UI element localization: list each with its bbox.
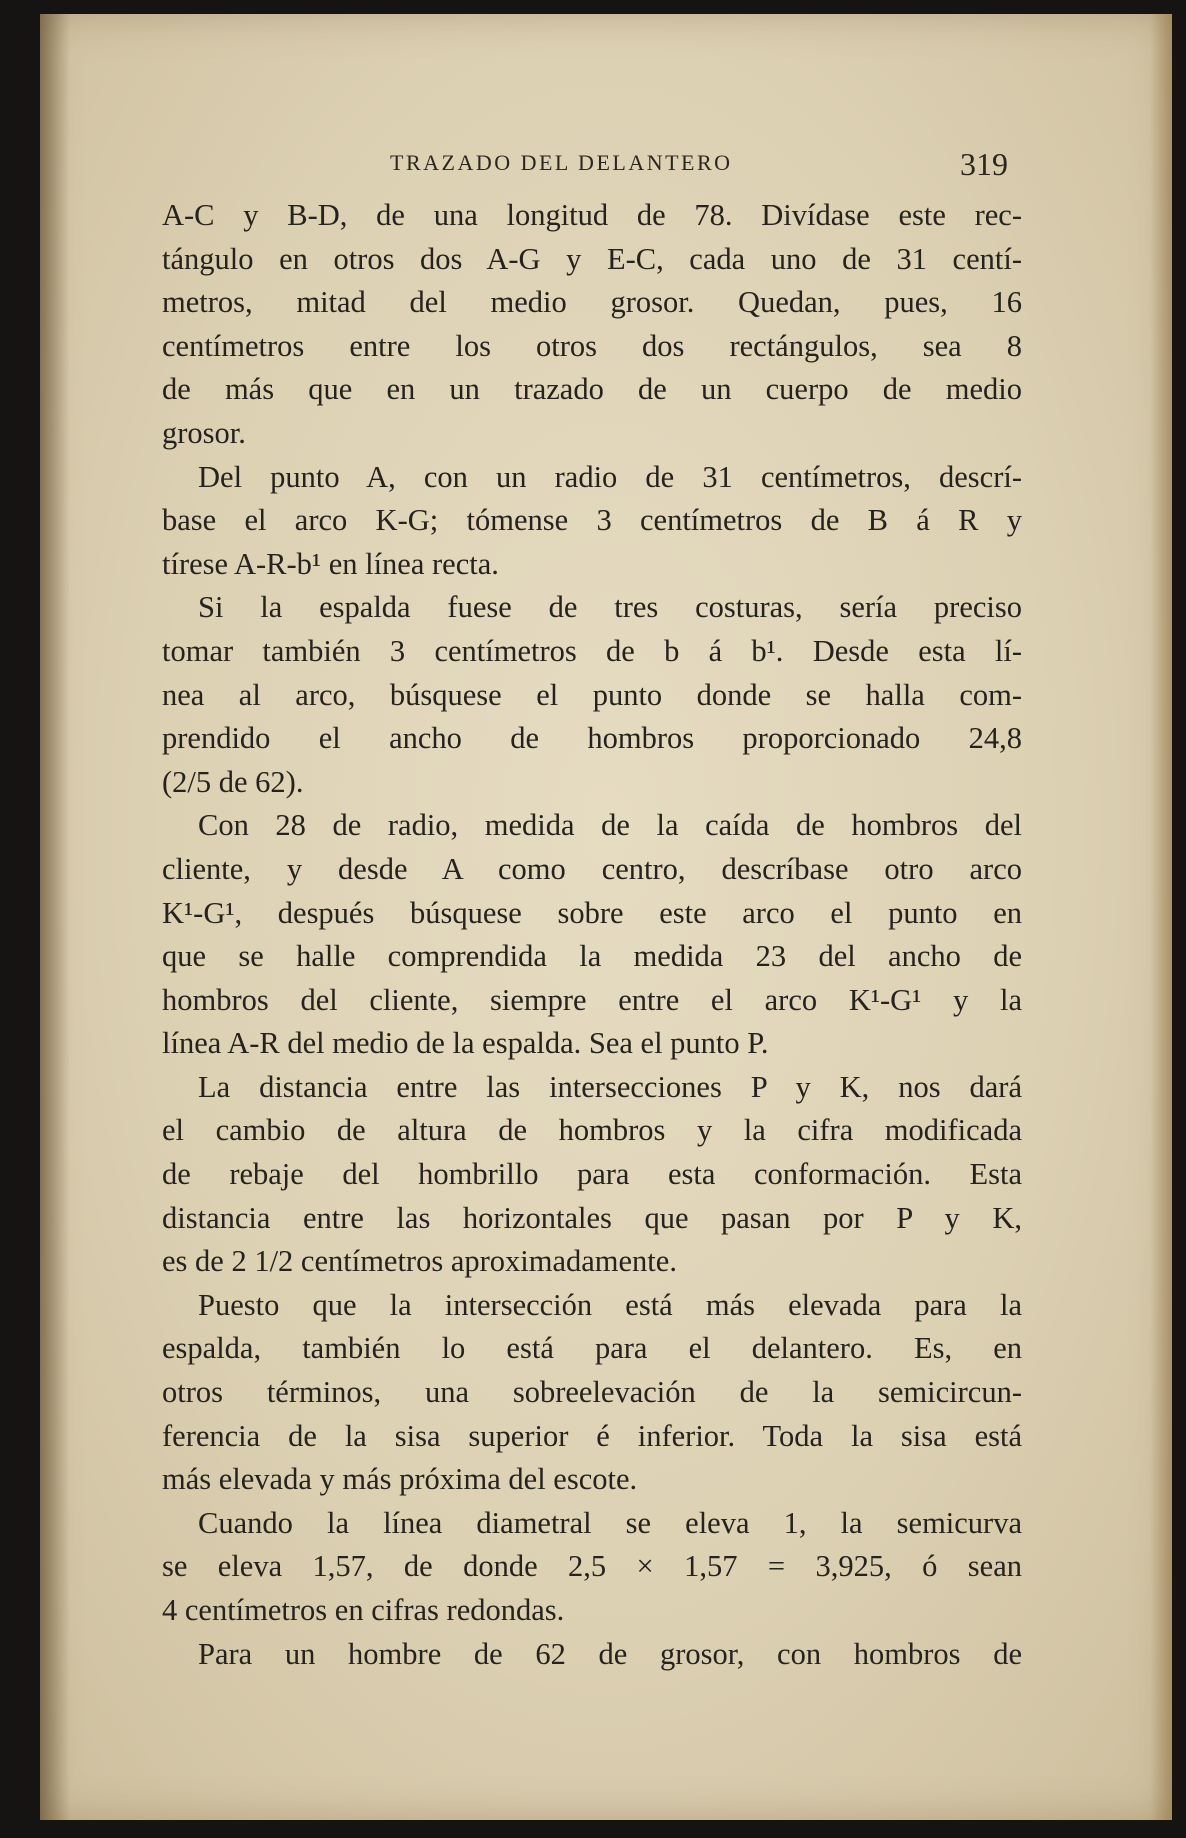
text-line: nea al arco, búsquese el punto donde se halla com- bbox=[162, 677, 1022, 712]
text-line: La distancia entre las intersecciones P y K, nos dará bbox=[198, 1069, 1022, 1104]
text-line: el cambio de altura de hombros y la cifra modificada bbox=[162, 1113, 1022, 1148]
text-line: base el arco K-G; tómense 3 centímetros de B á R y bbox=[162, 503, 1022, 538]
text-line: metros, mitad del medio grosor. Quedan, pues, 16 bbox=[162, 285, 1022, 320]
body-text bbox=[162, 194, 1022, 1676]
text-line: de más que en un trazado de un cuerpo de medio bbox=[162, 372, 1022, 407]
text-line: hombros del cliente, siempre entre el arco K¹-G¹ y la bbox=[162, 982, 1022, 1017]
text-line: (2/5 de 62). bbox=[162, 764, 304, 799]
text-line: Si la espalda fuese de tres costuras, sería preciso bbox=[198, 590, 1022, 625]
text-line: tomar también 3 centímetros de b á b¹. Desde esta lí- bbox=[162, 633, 1022, 668]
text-line: centímetros entre los otros dos rectángulos, sea 8 bbox=[162, 328, 1022, 363]
paragraph bbox=[162, 804, 1022, 1066]
text-line: se eleva 1,57, de donde 2,5 × 1,57 = 3,925, ó sean bbox=[162, 1549, 1022, 1584]
text-line: de rebaje del hombrillo para esta conformación. Esta bbox=[162, 1157, 1022, 1192]
text-line: Del punto A, con un radio de 31 centímetros, descrí- bbox=[198, 459, 1022, 494]
page-edge bbox=[1150, 14, 1172, 1820]
text-line: otros términos, una sobreelevación de la semicircun- bbox=[162, 1375, 1022, 1410]
page-number: 319 bbox=[960, 146, 1008, 182]
text-line: más elevada y más próxima del escote. bbox=[162, 1462, 638, 1497]
text-line: tírese A-R-b¹ en línea recta. bbox=[162, 546, 499, 581]
text-line: 4 centímetros en cifras redondas. bbox=[162, 1593, 565, 1627]
text-line: cliente, y desde A como centro, descríbase otro arco bbox=[162, 851, 1022, 886]
running-header bbox=[390, 146, 1030, 182]
text-line: que se halle comprendida la medida 23 del ancho de bbox=[162, 939, 1022, 974]
text-line: ferencia de la sisa superior é inferior. Toda la sisa está bbox=[162, 1418, 1022, 1453]
text-line: distancia entre las horizontales que pasan por P y K, bbox=[162, 1200, 1022, 1235]
text-line: A-C y B-D, de una longitud de 78. Divídase este rec- bbox=[162, 198, 1022, 232]
paragraph bbox=[162, 1633, 1022, 1677]
text-line: tángulo en otros dos A-G y E-C, cada uno de 31 centí- bbox=[162, 241, 1022, 276]
paragraph bbox=[162, 1284, 1022, 1502]
text-line: Con 28 de radio, medida de la caída de hombros del bbox=[198, 808, 1022, 843]
text-line: Para un hombre de 62 de grosor, con hombros de bbox=[198, 1636, 1022, 1671]
paragraph bbox=[162, 1066, 1022, 1284]
paragraph bbox=[162, 1502, 1022, 1633]
text-line: línea A-R del medio de la espalda. Sea el punto P. bbox=[162, 1026, 769, 1061]
running-title: TRAZADO DEL DELANTERO bbox=[390, 150, 733, 175]
paragraph bbox=[162, 456, 1022, 587]
binding-gutter bbox=[40, 14, 70, 1820]
text-line: Cuando la línea diametral se eleva 1, la semicurva bbox=[198, 1505, 1022, 1540]
text-line: espalda, también lo está para el delantero. Es, en bbox=[162, 1331, 1022, 1366]
paragraph bbox=[162, 194, 1022, 456]
text-line: grosor. bbox=[162, 415, 246, 450]
text-line: prendido el ancho de hombros proporcionado 24,8 bbox=[162, 721, 1022, 756]
text-line: es de 2 1/2 centímetros aproximadamente. bbox=[162, 1244, 677, 1279]
text-line: Puesto que la intersección está más elevada para la bbox=[198, 1287, 1022, 1322]
text-line: K¹-G¹, después búsquese sobre este arco el punto en bbox=[162, 895, 1022, 930]
paragraph bbox=[162, 586, 1022, 804]
